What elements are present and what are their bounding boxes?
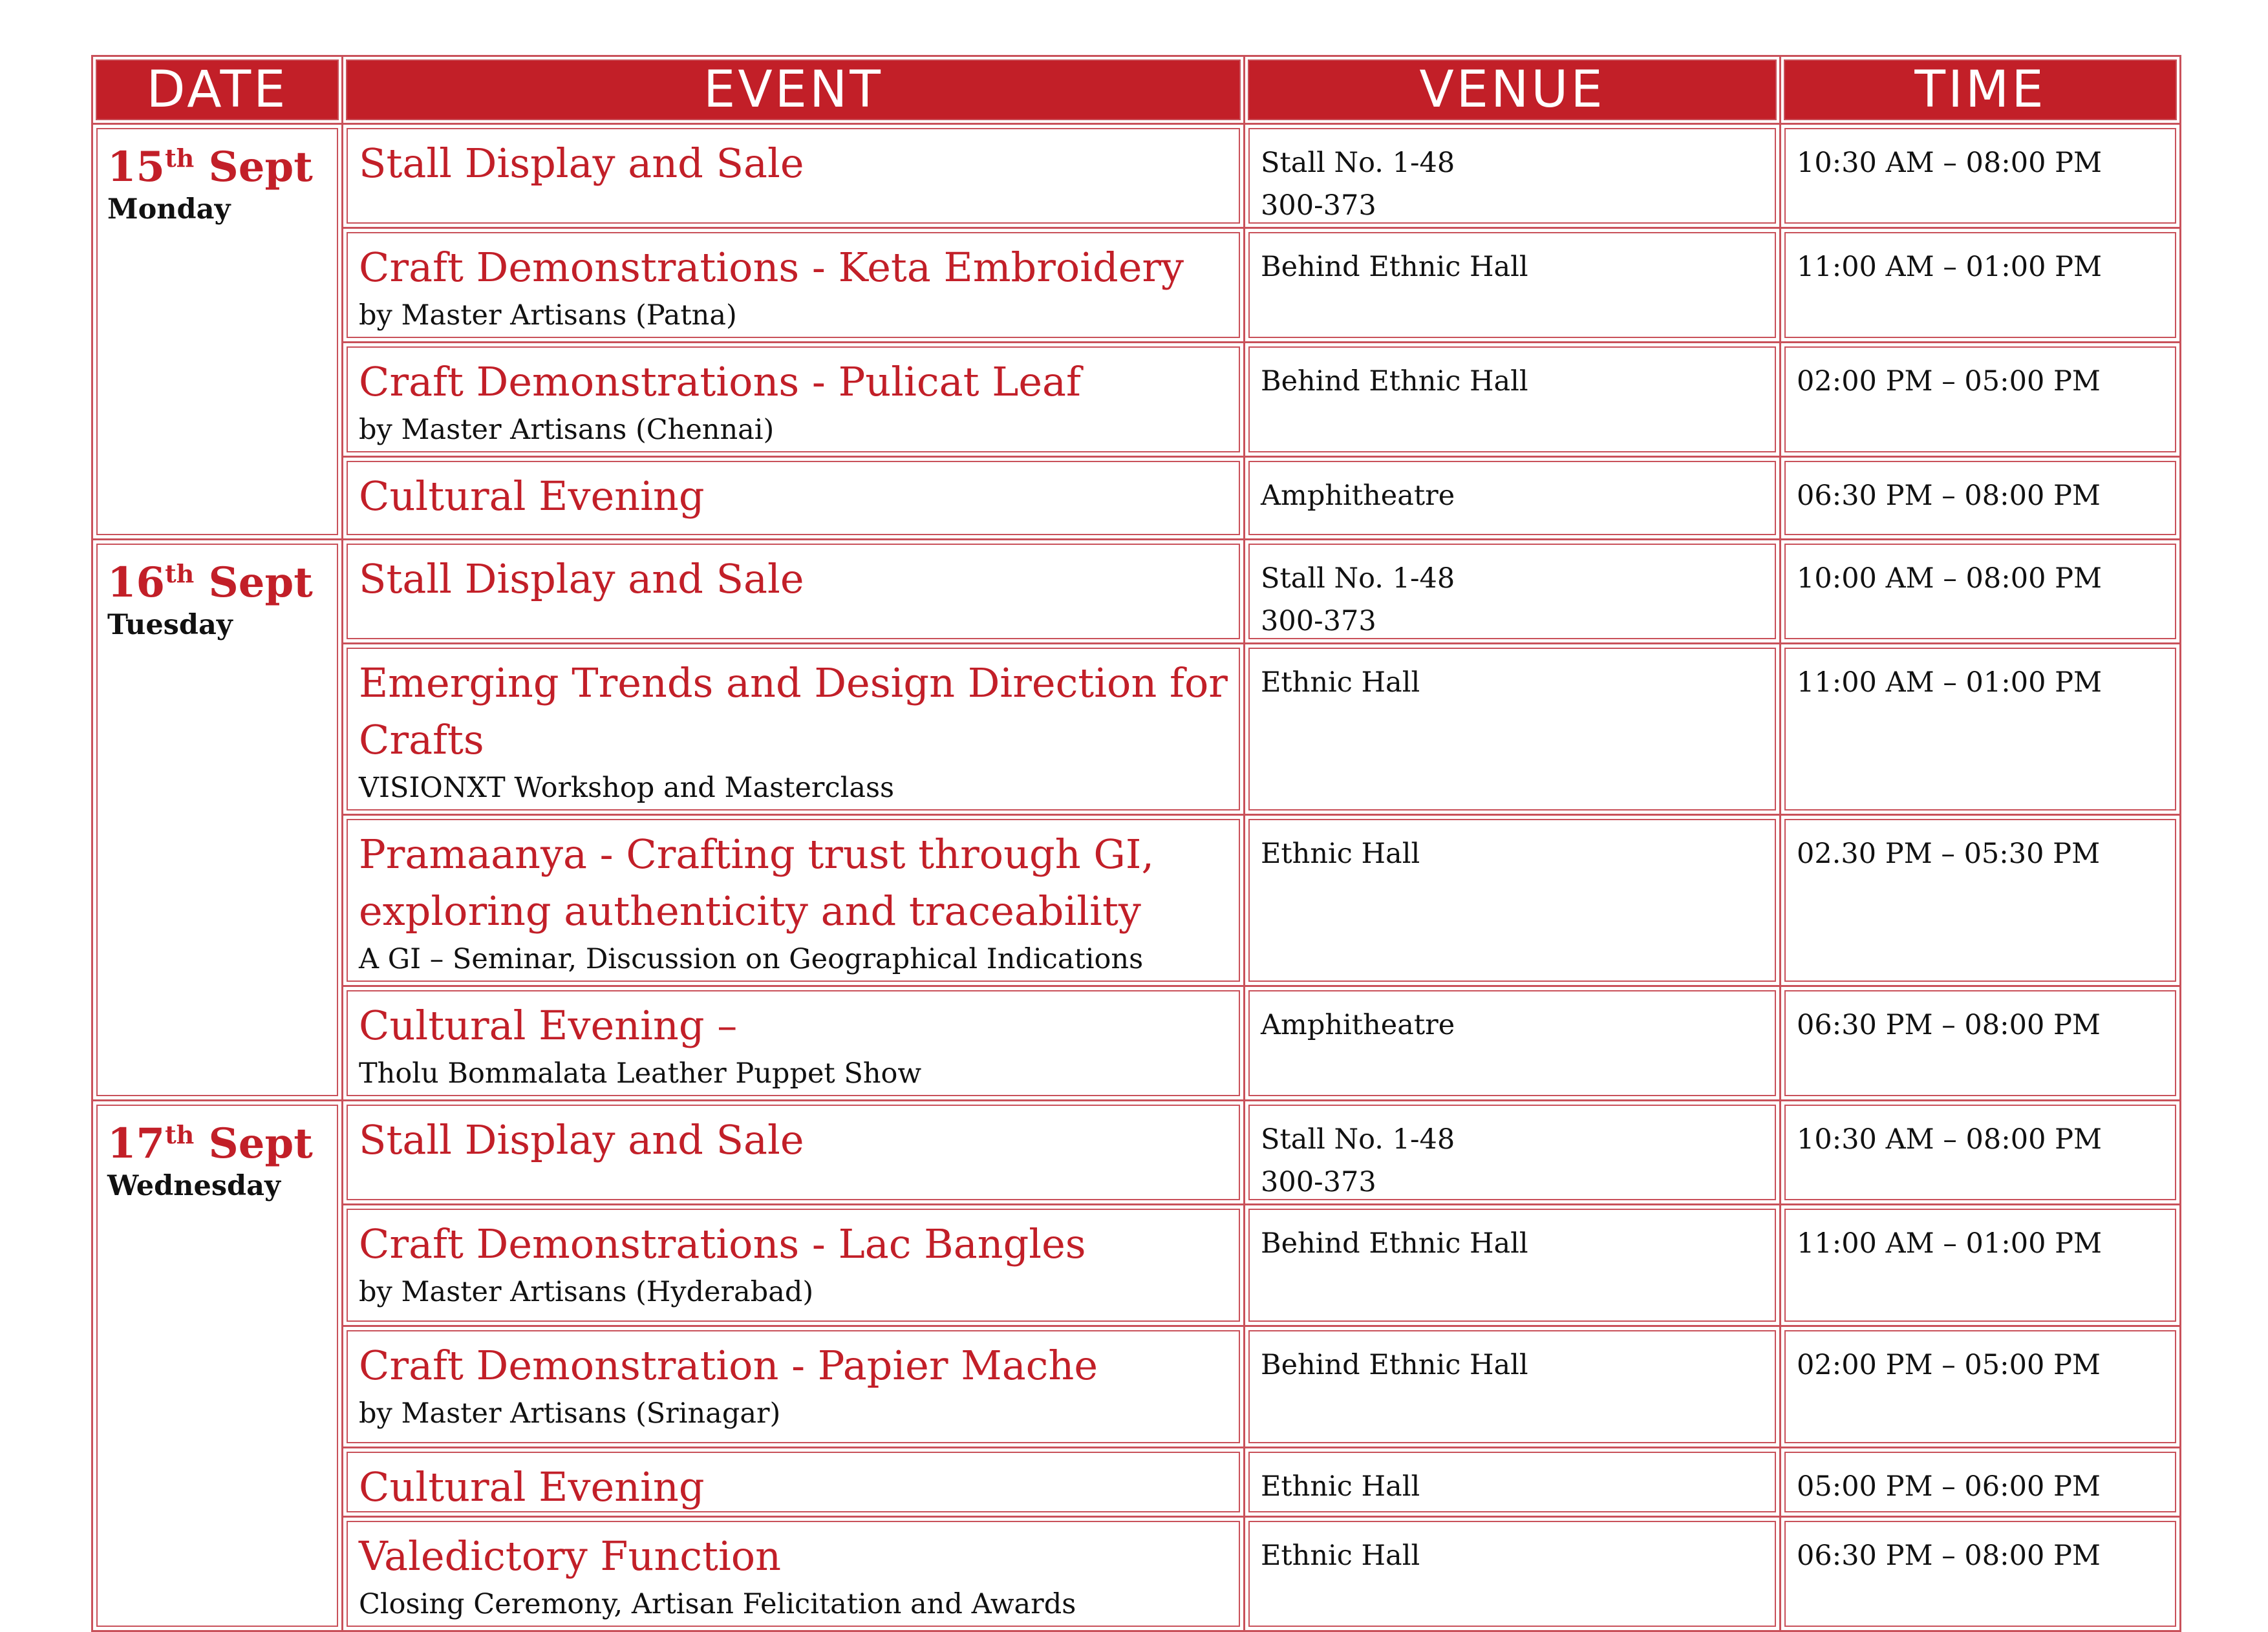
event-cell bbox=[343, 1101, 1245, 1205]
event-cell bbox=[343, 644, 1245, 815]
time-cell bbox=[1781, 1448, 2181, 1517]
table-row bbox=[92, 1517, 2181, 1631]
time-range: 02:00 PM – 05:00 PM bbox=[1797, 365, 2101, 397]
header-time: TIME bbox=[1781, 56, 2181, 124]
event-cell bbox=[343, 540, 1245, 644]
time-cell bbox=[1781, 1326, 2181, 1448]
time-range: 11:00 AM – 01:00 PM bbox=[1797, 666, 2102, 699]
time-range: 02:00 PM – 05:00 PM bbox=[1797, 1349, 2101, 1381]
time-range: 10:30 AM – 08:00 PM bbox=[1797, 147, 2102, 179]
venue-cell bbox=[1245, 1448, 1781, 1517]
event-cell bbox=[343, 457, 1245, 540]
day-weekday: Monday bbox=[107, 193, 231, 226]
time-cell bbox=[1781, 1205, 2181, 1326]
venue-cell bbox=[1245, 457, 1781, 540]
venue-line: Behind Ethnic Hall bbox=[1261, 1349, 1528, 1381]
venue-line: Behind Ethnic Hall bbox=[1261, 251, 1528, 283]
venue-line: Stall No. 1-48 bbox=[1261, 1123, 1455, 1156]
time-cell bbox=[1781, 1517, 2181, 1631]
event-cell bbox=[343, 815, 1245, 986]
event-cell bbox=[343, 343, 1245, 457]
table-row bbox=[92, 540, 2181, 644]
time-cell bbox=[1781, 343, 2181, 457]
venue-line: Amphitheatre bbox=[1261, 1009, 1455, 1041]
event-cell bbox=[343, 1326, 1245, 1448]
event-subtitle: Tholu Bommalata Leather Puppet Show bbox=[359, 1057, 922, 1090]
time-range: 10:00 AM – 08:00 PM bbox=[1797, 562, 2102, 595]
venue-cell bbox=[1245, 540, 1781, 644]
event-subtitle: Closing Ceremony, Artisan Felicitation and Awards bbox=[359, 1588, 1076, 1620]
venue-line: Ethnic Hall bbox=[1261, 666, 1420, 699]
event-title: Cultural Evening bbox=[359, 1463, 705, 1510]
event-title: Craft Demonstrations - Pulicat Leaf bbox=[359, 358, 1081, 405]
day-number: 17 bbox=[107, 1119, 166, 1168]
event-title: Valedictory Function bbox=[359, 1532, 782, 1580]
time-range: 02.30 PM – 05:30 PM bbox=[1797, 838, 2101, 870]
event-subtitle: VISIONXT Workshop and Masterclass bbox=[359, 772, 895, 804]
venue-cell bbox=[1245, 1101, 1781, 1205]
time-range: 11:00 AM – 01:00 PM bbox=[1797, 1227, 2102, 1260]
table-row bbox=[92, 1326, 2181, 1448]
time-range: 06:30 PM – 08:00 PM bbox=[1797, 1009, 2101, 1041]
table-row bbox=[92, 986, 2181, 1101]
event-title: Craft Demonstrations - Lac Bangles bbox=[359, 1220, 1086, 1267]
event-cell bbox=[343, 1205, 1245, 1326]
day-weekday: Wednesday bbox=[107, 1170, 281, 1202]
venue-cell bbox=[1245, 228, 1781, 343]
day-date bbox=[107, 1109, 328, 1170]
table-row bbox=[92, 343, 2181, 457]
venue-line: Ethnic Hall bbox=[1261, 1540, 1420, 1572]
day-suffix: th bbox=[165, 143, 195, 173]
time-range: 06:30 PM – 08:00 PM bbox=[1797, 1540, 2101, 1572]
table-row bbox=[92, 644, 2181, 815]
venue-line: Stall No. 1-48 bbox=[1261, 147, 1455, 179]
day-weekday: Tuesday bbox=[107, 609, 233, 641]
date-cell bbox=[92, 540, 343, 1101]
event-cell bbox=[343, 986, 1245, 1101]
venue-line: Stall No. 1-48 bbox=[1261, 562, 1455, 595]
table-row bbox=[92, 1448, 2181, 1517]
event-title: Cultural Evening – bbox=[359, 1002, 738, 1049]
venue-line: Behind Ethnic Hall bbox=[1261, 365, 1528, 397]
day-number: 16 bbox=[107, 558, 166, 607]
venue-cell bbox=[1245, 644, 1781, 815]
day-month: Sept bbox=[208, 143, 313, 191]
venue-line: Ethnic Hall bbox=[1261, 838, 1420, 870]
venue-cell bbox=[1245, 124, 1781, 228]
venue-cell bbox=[1245, 343, 1781, 457]
venue-cell bbox=[1245, 1326, 1781, 1448]
venue-cell bbox=[1245, 1517, 1781, 1631]
event-subtitle: by Master Artisans (Patna) bbox=[359, 299, 737, 332]
time-cell bbox=[1781, 815, 2181, 986]
header-venue: VENUE bbox=[1245, 56, 1781, 124]
day-suffix: th bbox=[165, 1120, 195, 1149]
header-event: EVENT bbox=[343, 56, 1245, 124]
venue-cell bbox=[1245, 815, 1781, 986]
time-cell bbox=[1781, 124, 2181, 228]
time-cell bbox=[1781, 986, 2181, 1101]
time-cell bbox=[1781, 540, 2181, 644]
date-cell bbox=[92, 1101, 343, 1631]
time-cell bbox=[1781, 644, 2181, 815]
table-row bbox=[92, 815, 2181, 986]
time-cell bbox=[1781, 1101, 2181, 1205]
event-title: Emerging Trends and Design Direction for Crafts bbox=[359, 659, 1228, 763]
event-title: Cultural Evening bbox=[359, 472, 705, 520]
venue-cell bbox=[1245, 1205, 1781, 1326]
table-row bbox=[92, 1101, 2181, 1205]
day-date bbox=[107, 132, 328, 193]
event-title: Stall Display and Sale bbox=[359, 140, 804, 187]
event-cell bbox=[343, 1448, 1245, 1517]
schedule-body bbox=[92, 124, 2181, 1631]
venue-line: Amphitheatre bbox=[1261, 480, 1455, 512]
time-range: 11:00 AM – 01:00 PM bbox=[1797, 251, 2102, 283]
event-cell bbox=[343, 1517, 1245, 1631]
day-suffix: th bbox=[165, 559, 195, 588]
header-date: DATE bbox=[92, 56, 343, 124]
day-month: Sept bbox=[208, 558, 313, 607]
table-row bbox=[92, 228, 2181, 343]
venue-line: 300-373 bbox=[1261, 605, 1376, 637]
schedule-table bbox=[91, 55, 2181, 1632]
header-row bbox=[92, 56, 2181, 124]
event-subtitle: A GI – Seminar, Discussion on Geographical Indications bbox=[359, 943, 1144, 975]
time-cell bbox=[1781, 457, 2181, 540]
table-row bbox=[92, 457, 2181, 540]
venue-line: 300-373 bbox=[1261, 189, 1376, 222]
venue-line: Behind Ethnic Hall bbox=[1261, 1227, 1528, 1260]
table-row bbox=[92, 1205, 2181, 1326]
event-title: Craft Demonstration - Papier Mache bbox=[359, 1342, 1098, 1389]
time-range: 05:00 PM – 06:00 PM bbox=[1797, 1470, 2101, 1503]
table-row bbox=[92, 124, 2181, 228]
venue-line: 300-373 bbox=[1261, 1166, 1376, 1198]
day-number: 15 bbox=[107, 143, 166, 191]
event-cell bbox=[343, 228, 1245, 343]
time-cell bbox=[1781, 228, 2181, 343]
venue-cell bbox=[1245, 986, 1781, 1101]
event-subtitle: by Master Artisans (Chennai) bbox=[359, 414, 775, 446]
event-title: Pramaanya - Crafting trust through GI, exploring authenticity and traceability bbox=[359, 831, 1155, 935]
event-title: Stall Display and Sale bbox=[359, 1116, 804, 1163]
event-title: Craft Demonstrations - Keta Embroidery bbox=[359, 244, 1184, 291]
event-title: Stall Display and Sale bbox=[359, 555, 804, 602]
day-month: Sept bbox=[208, 1119, 313, 1168]
time-range: 10:30 AM – 08:00 PM bbox=[1797, 1123, 2102, 1156]
event-subtitle: by Master Artisans (Hyderabad) bbox=[359, 1276, 814, 1308]
event-cell bbox=[343, 124, 1245, 228]
day-date bbox=[107, 548, 328, 609]
event-subtitle: by Master Artisans (Srinagar) bbox=[359, 1397, 781, 1430]
date-cell bbox=[92, 124, 343, 540]
time-range: 06:30 PM – 08:00 PM bbox=[1797, 480, 2101, 512]
venue-line: Ethnic Hall bbox=[1261, 1470, 1420, 1503]
